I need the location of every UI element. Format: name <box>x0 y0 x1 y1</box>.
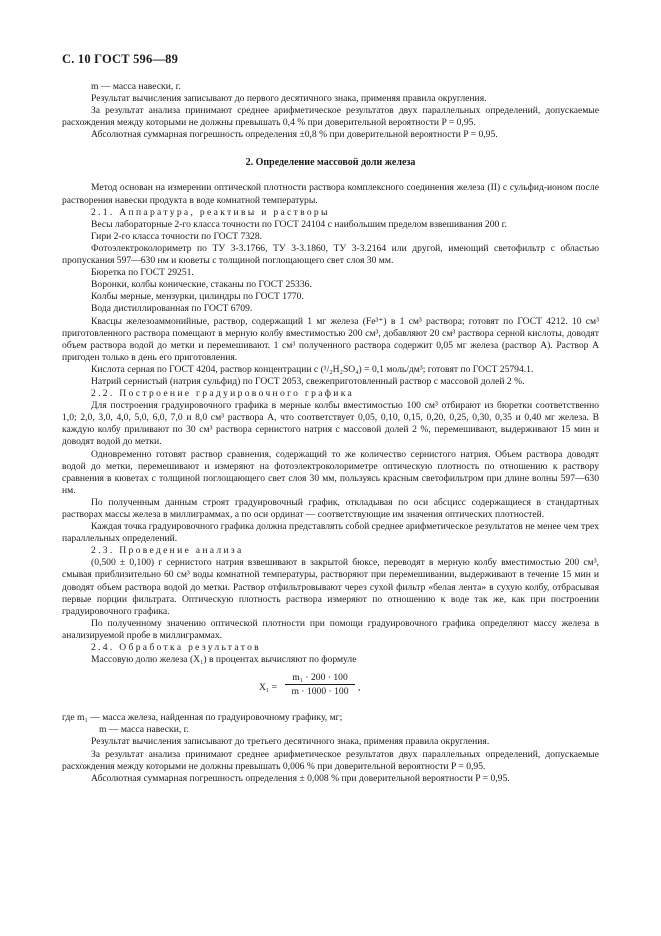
formula-tail: , <box>358 682 361 694</box>
equipment-item: Вода дистиллированная по ГОСТ 6709. <box>91 303 253 315</box>
formula-fraction <box>285 672 355 697</box>
subsection-2-2: 2.2. Построение градуировочного графика <box>91 388 355 400</box>
equipment-item: Гири 2-го класса точности по ГОСТ 7328. <box>91 230 263 242</box>
bottom-rounding: Результат вычисления записывают до третьего десятичного знака, применяя правила округления. <box>91 736 490 748</box>
subsection-2-3: 2.3. Проведение анализа <box>91 545 244 557</box>
analysis-paragraph: (0,500 ± 0,100) г сернистого натрия взвешивают в закрытой бюксе, переводят в мерную колбу вместимостью 200 см³, смывая приблизительно 60 см³ воды комнатной температуры, растворяют при перемешивании, выдерживают в течение 15 мин и доводят объем раствора водой до метки. Раствор отфильтровывают через сухой фильтр «белая лента» в сухую колбу, отбрасывая первые порции фильтрата. Оптическую плотность раствора измеряют по отношению к воде так же, как при построении градуировочного графика. <box>62 557 599 617</box>
formula-denominator: m · 1000 · 100 <box>291 686 349 698</box>
formula-intro: Массовую долю железа (X₁) в процентах вычисляют по формуле <box>91 654 357 666</box>
formula-lhs: X₁ = <box>259 682 278 694</box>
where-line: m — масса навески, г. <box>99 724 189 736</box>
grad-paragraph: Каждая точка градуировочного графика должна представлять собой среднее арифметическое результатов не менее чем трех параллельных определений. <box>62 521 599 545</box>
grad-paragraph: По полученным данным строят градуировочный график, откладывая по оси абсцисс содержащиеся в стандартных растворах массы железа в миллиграммах, а по оси ординат — соответствующие им значения оптических плотностей. <box>62 496 599 520</box>
subsection-2-4: 2.4. Обработка результатов <box>91 642 262 654</box>
subsection-2-1: 2.1. Аппаратура, реактивы и растворы <box>91 206 330 218</box>
document-page <box>62 52 599 785</box>
analysis-paragraph: По полученному значению оптической плотности при помощи градуировочного графика определяют массу железа в анализируемой пробе в миллиграммах. <box>62 617 599 641</box>
equipment-item: Бюретка по ГОСТ 29251. <box>91 267 194 279</box>
formula-numerator: m₁ · 200 · 100 <box>285 672 355 685</box>
grad-paragraph: Для построения градуировочного графика в мерные колбы вместимостью 100 см³ отбирают из бюретки соответственно 1,0; 2,0, 3,0, 4,0, 5,0, 6,0, 7,0 и 8,0 см³ раствора А, что соответствует 0,05, 0,10, 0,15, 0,20, 0,25, 0,30, 0,35 и 0,40 мг железа. В каждую колбу приливают по 30 см³ раствора сернистого натрия с массовой долей 2 %, перемешивают, выдерживают 15 мин и доводят водой до метки. <box>62 400 599 448</box>
where-line: где m₁ — масса железа, найденная по градуировочному графику, мг; <box>62 712 343 724</box>
equipment-item: Колбы мерные, мензурки, цилиндры по ГОСТ 1770. <box>91 291 304 303</box>
method-intro: Метод основан на измерении оптической плотности раствора комплексного соединения железа (II) с сульфид-ионом после растворения навески продукта в воде комнатной температуры. <box>62 182 599 206</box>
bottom-error: Абсолютная суммарная погрешность определения ± 0,008 % при доверительной вероятности P = 0,95. <box>91 772 510 784</box>
equipment-item: Весы лабораторные 2-го класса точности по ГОСТ 24104 с наибольшим пределом взвешивания 200 г. <box>91 218 507 230</box>
bottom-result: За результат анализа принимают среднее арифметическое результатов двух параллельных определений, допускаемые расхождения между которыми не должны превышать 0,006 % при доверительной вероятности P = 0,95. <box>62 748 599 772</box>
top-error: Абсолютная суммарная погрешность определения ±0,8 % при доверительной вероятности P = 0,95. <box>91 129 498 141</box>
formula-block <box>62 670 599 710</box>
equipment-item: Фотоэлектроколориметр по ТУ 3-3.1766, ТУ 3-3.1860, ТУ 3-3.2164 или другой, имеющий светофильтр с областью пропускания 597—630 нм и кюветы с толщиной поглощающего свет слоя 30 мм. <box>62 242 599 267</box>
top-rounding: Результат вычисления записывают до первого десятичного знака, применяя правила округления. <box>91 93 487 105</box>
grad-paragraph: Одновременно готовят раствор сравнения, содержащий то же количество сернистого натрия. Объем раствора доводят водой до метки, перемешивают и измеряют на фотоэлектроколориметре оптическую плотность по отношению к раствору сравнения в кюветах с толщиной поглощающего свет слоя 30 мм, пользуясь красным светофильтром при длине волны 597—630 нм. <box>62 448 599 496</box>
reagent-kvascy: Квасцы железоаммонийные, раствор, содержащий 1 мг железа (Fe³⁺) в 1 см³ раствора; готовят по ГОСТ 4212. 10 см³ приготовленного раствора помещают в мерную колбу вместимостью 200 см³, добавляют 20 см³ раствора серной кислоты, доводят объем раствора водой до метки и перемешивают. 1 см³ полученного раствора содержит 0,05 мг железа (раствор А). Раствор А пригоден только в день его приготовления. <box>62 315 599 363</box>
top-mass-def: m — масса навески, г. <box>91 81 181 92</box>
section-title: 2. Определение массовой доли железа <box>245 157 416 169</box>
top-result: За результат анализа принимают среднее арифметическое результатов двух параллельных определений, допускаемые расхождения между которыми не должны превышать 0,4 % при доверительной вероятности P = 0,95. <box>62 105 599 129</box>
equipment-item: Воронки, колбы конические, стаканы по ГОСТ 25336. <box>91 279 312 291</box>
reagent-natrium: Натрий сернистый (натрия сульфид) по ГОСТ 2053, свежеприготовленный раствор с массовой долей 2 %. <box>91 375 525 387</box>
page-header: С. 10 ГОСТ 596—89 <box>62 52 179 66</box>
reagent-acid: Кислота серная по ГОСТ 4204, раствор концентрации c (¹/₂H₂SO₄) = 0,1 моль/дм³; готовят по ГОСТ 25794.1. <box>91 363 534 375</box>
